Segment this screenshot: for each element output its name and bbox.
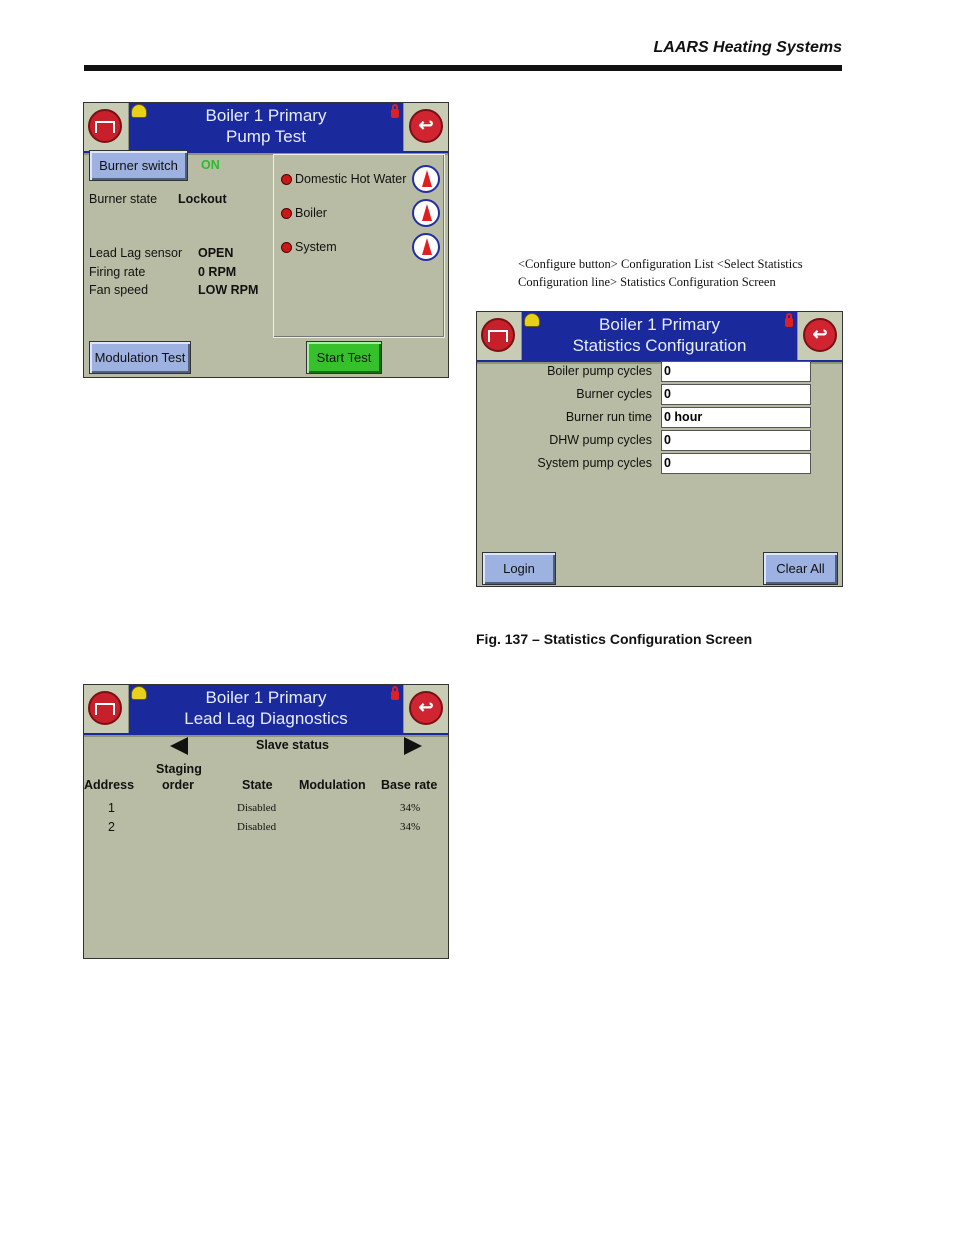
statistics-screen bbox=[476, 311, 843, 587]
brand-header: LAARS Heating Systems bbox=[653, 39, 842, 56]
screen-title: Boiler 1 Primary Statistics Configuration bbox=[572, 315, 747, 355]
row-base-rate: 34% bbox=[400, 802, 421, 814]
slave-status-label: Slave status bbox=[256, 738, 329, 752]
field-label-dhw-pump-cycles: DHW pump cycles bbox=[549, 433, 652, 447]
figure-caption: Fig. 137 – Statistics Configuration Screen bbox=[476, 631, 753, 647]
home-button[interactable] bbox=[84, 103, 129, 151]
pump-label: Domestic Hot Water bbox=[295, 172, 407, 186]
burner-run-time-field[interactable]: 0 hour bbox=[661, 407, 811, 428]
column-header-address: Address bbox=[84, 778, 135, 792]
field-label-system-pump-cycles: System pump cycles bbox=[537, 456, 652, 470]
header-rule bbox=[84, 65, 842, 71]
screen-header bbox=[477, 312, 842, 364]
boiler-pump-cycles-field[interactable]: 0 bbox=[661, 361, 811, 382]
pump-label: Boiler bbox=[295, 206, 327, 220]
firing-rate-value: 0 RPM bbox=[198, 265, 237, 279]
row-address: 2 bbox=[108, 820, 115, 834]
fan-speed-value: LOW RPM bbox=[198, 283, 259, 297]
row-state: Disabled bbox=[237, 821, 277, 833]
back-icon: ↩ bbox=[409, 691, 443, 725]
screen-header bbox=[84, 103, 448, 155]
fan-speed-label: Fan speed bbox=[89, 283, 149, 297]
home-button[interactable] bbox=[477, 312, 522, 360]
login-button[interactable]: Login bbox=[482, 552, 556, 585]
lock-icon[interactable] bbox=[391, 104, 399, 118]
lead-lag-sensor-value: OPEN bbox=[198, 246, 234, 260]
gauge-icon[interactable] bbox=[412, 165, 440, 193]
back-button[interactable] bbox=[403, 103, 448, 151]
pump-label: System bbox=[295, 240, 337, 254]
navigation-path-text: <Configure button> Configuration List <Select Statistics Configuration line> Statistics Configuration Screen bbox=[518, 257, 803, 289]
back-icon: ↩ bbox=[409, 109, 443, 143]
field-label-burner-cycles: Burner cycles bbox=[576, 387, 652, 401]
back-button[interactable] bbox=[797, 312, 842, 360]
status-led bbox=[281, 208, 292, 219]
arrow-right-icon[interactable] bbox=[404, 737, 422, 755]
status-led bbox=[281, 242, 292, 253]
gauge-icon[interactable] bbox=[412, 233, 440, 261]
field-label-burner-run-time: Burner run time bbox=[565, 410, 652, 424]
column-header-state: State bbox=[242, 778, 273, 792]
screen-title: Boiler 1 Primary Lead Lag Diagnostics bbox=[184, 688, 348, 728]
back-icon: ↩ bbox=[803, 318, 837, 352]
modulation-test-button[interactable]: Modulation Test bbox=[89, 341, 191, 374]
pump-panel bbox=[273, 154, 445, 338]
firing-rate-label: Firing rate bbox=[89, 265, 146, 279]
row-base-rate: 34% bbox=[400, 821, 421, 833]
row-state: Disabled bbox=[237, 802, 277, 814]
gauge-icon[interactable] bbox=[412, 199, 440, 227]
column-header-modulation: Modulation bbox=[299, 778, 366, 792]
pump-test-screen bbox=[83, 102, 449, 378]
lead-lag-sensor-label: Lead Lag sensor bbox=[89, 246, 183, 260]
burner-cycles-field[interactable]: 0 bbox=[661, 384, 811, 405]
lock-icon[interactable] bbox=[391, 686, 399, 700]
burner-switch-button[interactable]: Burner switch bbox=[89, 150, 188, 181]
home-icon bbox=[88, 691, 122, 725]
home-icon bbox=[481, 318, 515, 352]
field-label-boiler-pump-cycles: Boiler pump cycles bbox=[547, 364, 652, 378]
column-header-base-rate: Base rate bbox=[381, 778, 438, 792]
column-header-staging: Staging bbox=[156, 762, 202, 776]
system-pump-cycles-field[interactable]: 0 bbox=[661, 453, 811, 474]
home-button[interactable] bbox=[84, 685, 129, 733]
status-led bbox=[281, 174, 292, 185]
screen-title: Boiler 1 Primary Pump Test bbox=[205, 106, 327, 146]
clear-all-button[interactable]: Clear All bbox=[763, 552, 838, 585]
back-button[interactable] bbox=[403, 685, 448, 733]
dhw-pump-cycles-field[interactable]: 0 bbox=[661, 430, 811, 451]
arrow-left-icon[interactable] bbox=[170, 737, 188, 755]
burner-switch-value: ON bbox=[201, 158, 220, 172]
lead-lag-screen bbox=[83, 684, 449, 959]
burner-state-label: Burner state bbox=[89, 192, 158, 206]
column-header-order: order bbox=[162, 778, 194, 792]
screen-header bbox=[84, 685, 448, 737]
start-test-button[interactable]: Start Test bbox=[306, 341, 382, 374]
lock-icon[interactable] bbox=[785, 313, 793, 327]
home-icon bbox=[88, 109, 122, 143]
row-address: 1 bbox=[108, 801, 115, 815]
burner-state-value: Lockout bbox=[178, 192, 227, 206]
